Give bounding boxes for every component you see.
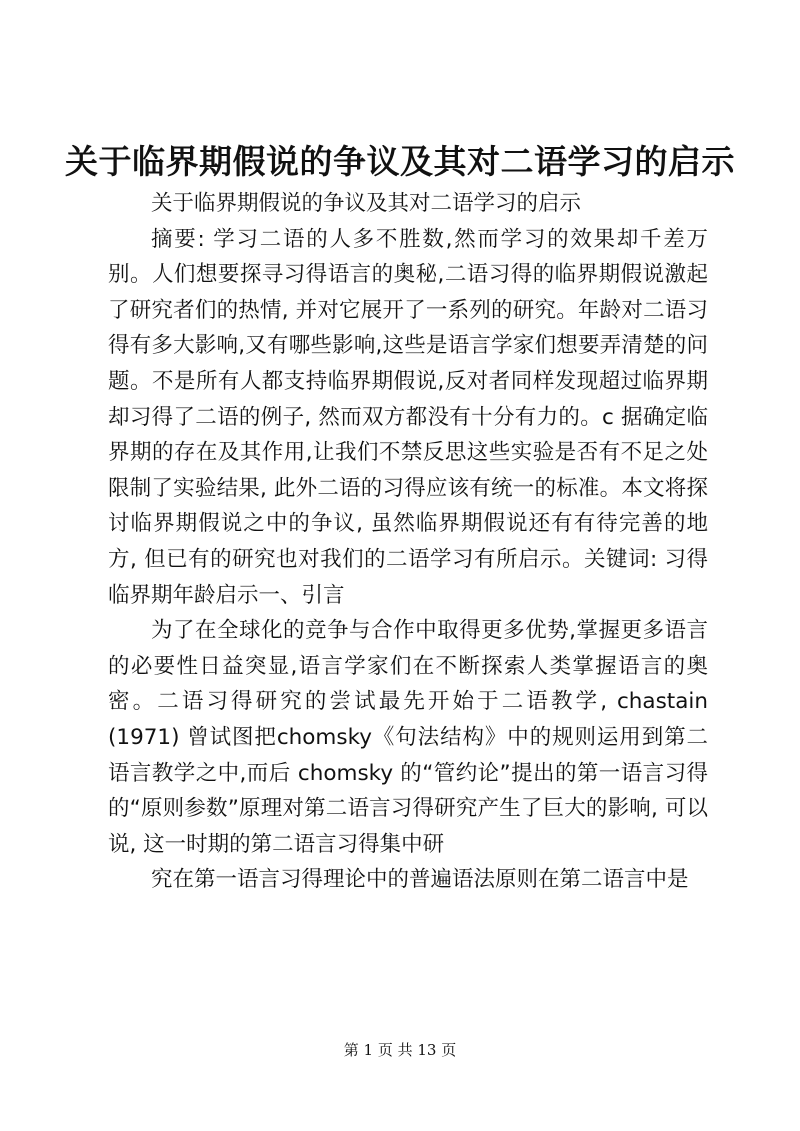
document-body	[108, 186, 708, 898]
paragraph-continuation: 究在第一语言习得理论中的普遍语法原则在第二语言中是	[151, 867, 689, 893]
paragraph-abstract: 摘要: 学习二语的人多不胜数,然而学习的效果却千差万别。人们想要探寻习得语言的奥秘,二语习得的临界期假说激起了研究者们的热情, 并对它展开了一系列的研究。年龄对二语习得有多大影响,又有哪些影响,这些是语言学家们想要弄清楚的问题。不是所有人都支持临界期假说,反对者同样发现超过临界期却习得了二语的例子, 然而双方都没有十分有力的。c 据确定临界期的存在及其作用,让我们不禁反思这些实验是否有不足之处限制了实验结果, 此外二语的习得应该有统一的标准。本文将探讨临界期假说之中的争议, 虽然临界期假说还有有待完善的地方, 但已有的研究也对我们的二语学习有所启示。关键词: 习得临界期年龄启示一、引言	[108, 226, 708, 608]
paragraph-introduction: 为了在全球化的竞争与合作中取得更多优势,掌握更多语言的必要性日益突显,语言学家们在不断探索人类掌握语言的奥密。二语习得研究的尝试最先开始于二语教学, chastain (1971) 曾试图把chomsky《句法结构》中的规则运用到第二语言教学之中,而后 chomsky 的“管约论”提出的第一语言习得的“原则参数”原理对第二语言习得研究产生了巨大的影响, 可以说, 这一时期的第二语言习得集中研	[108, 618, 708, 857]
page-number-footer: 第 1 页 共 13 页	[343, 1041, 457, 1059]
document-title: 关于临界期假说的争议及其对二语学习的启示	[65, 142, 735, 181]
paragraph-subtitle: 关于临界期假说的争议及其对二语学习的启示	[151, 191, 582, 216]
